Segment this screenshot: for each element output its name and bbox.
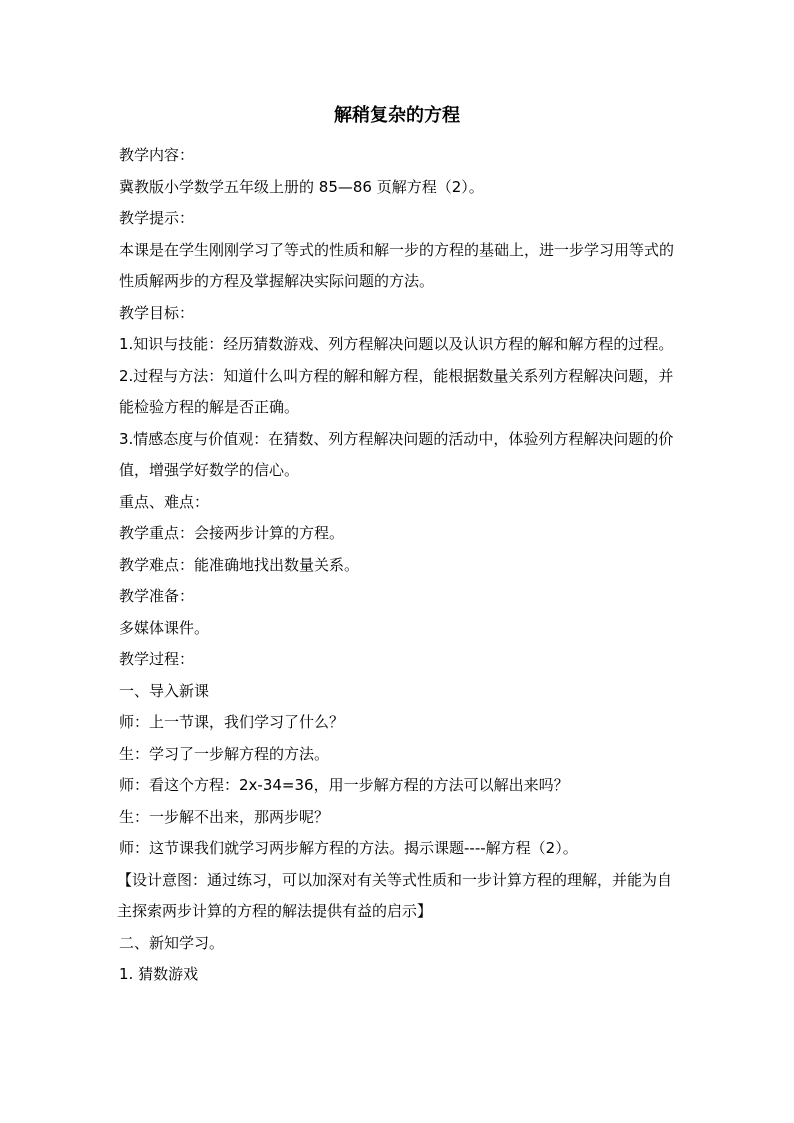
objective-item: 1.知识与技能：经历猜数游戏、列方程解决问题以及认识方程的解和解方程的过程。 bbox=[119, 335, 674, 353]
design-intent-note: 【设计意图：通过练习，可以加深对有关等式性质和一步计算方程的理解，并能为自主探索两步计算的方程的解法提供有益的启示】 bbox=[117, 870, 673, 920]
section-heading: 教学提示： bbox=[119, 209, 195, 227]
dialogue-line: 生：学习了一步解方程的方法。 bbox=[119, 744, 330, 763]
dialogue-line: 师：上一节课，我们学习了什么？ bbox=[119, 713, 345, 731]
subsection-heading: 二、新知学习。 bbox=[119, 933, 225, 952]
paragraph: 教学难点：能准确地找出数量关系。 bbox=[119, 555, 360, 574]
document-body bbox=[119, 140, 679, 991]
paragraph: 冀教版小学数学五年级上册的 85—86 页解方程（2）。 bbox=[119, 177, 484, 196]
paragraph: 多媒体课件。 bbox=[119, 618, 210, 637]
list-item: 1. 猜数游戏 bbox=[119, 965, 199, 983]
document-title: 解稍复杂的方程 bbox=[334, 105, 460, 126]
dialogue-line: 生：一步解不出来，那两步呢？ bbox=[119, 807, 330, 826]
section-heading: 重点、难点： bbox=[119, 492, 210, 511]
paragraph: 教学重点：会接两步计算的方程。 bbox=[119, 524, 345, 542]
paragraph: 本课是在学生刚刚学习了等式的性质和解一步的方程的基础上，进一步学习用等式的性质解两步的方程及掌握解决实际问题的方法。 bbox=[119, 240, 675, 290]
section-heading: 教学目标： bbox=[119, 303, 195, 322]
dialogue-line: 师：这节课我们就学习两步解方程的方法。揭示课题----解方程（2）。 bbox=[119, 839, 578, 857]
section-heading: 教学内容： bbox=[119, 146, 195, 164]
objective-item: 3.情感态度与价值观：在猜数、列方程解决问题的活动中，体验列方程解决问题的价值，增强学好数学的信心。 bbox=[119, 429, 674, 479]
dialogue-line: 师：看这个方程：2x-34=36，用一步解方程的方法可以解出来吗？ bbox=[119, 776, 569, 794]
subsection-heading: 一、导入新课 bbox=[119, 681, 210, 700]
section-heading: 教学准备： bbox=[119, 587, 195, 605]
section-heading: 教学过程： bbox=[119, 650, 195, 668]
objective-item: 2.过程与方法：知道什么叫方程的解和解方程，能根据数量关系列方程解决问题，并能检验方程的解是否正确。 bbox=[119, 366, 674, 416]
